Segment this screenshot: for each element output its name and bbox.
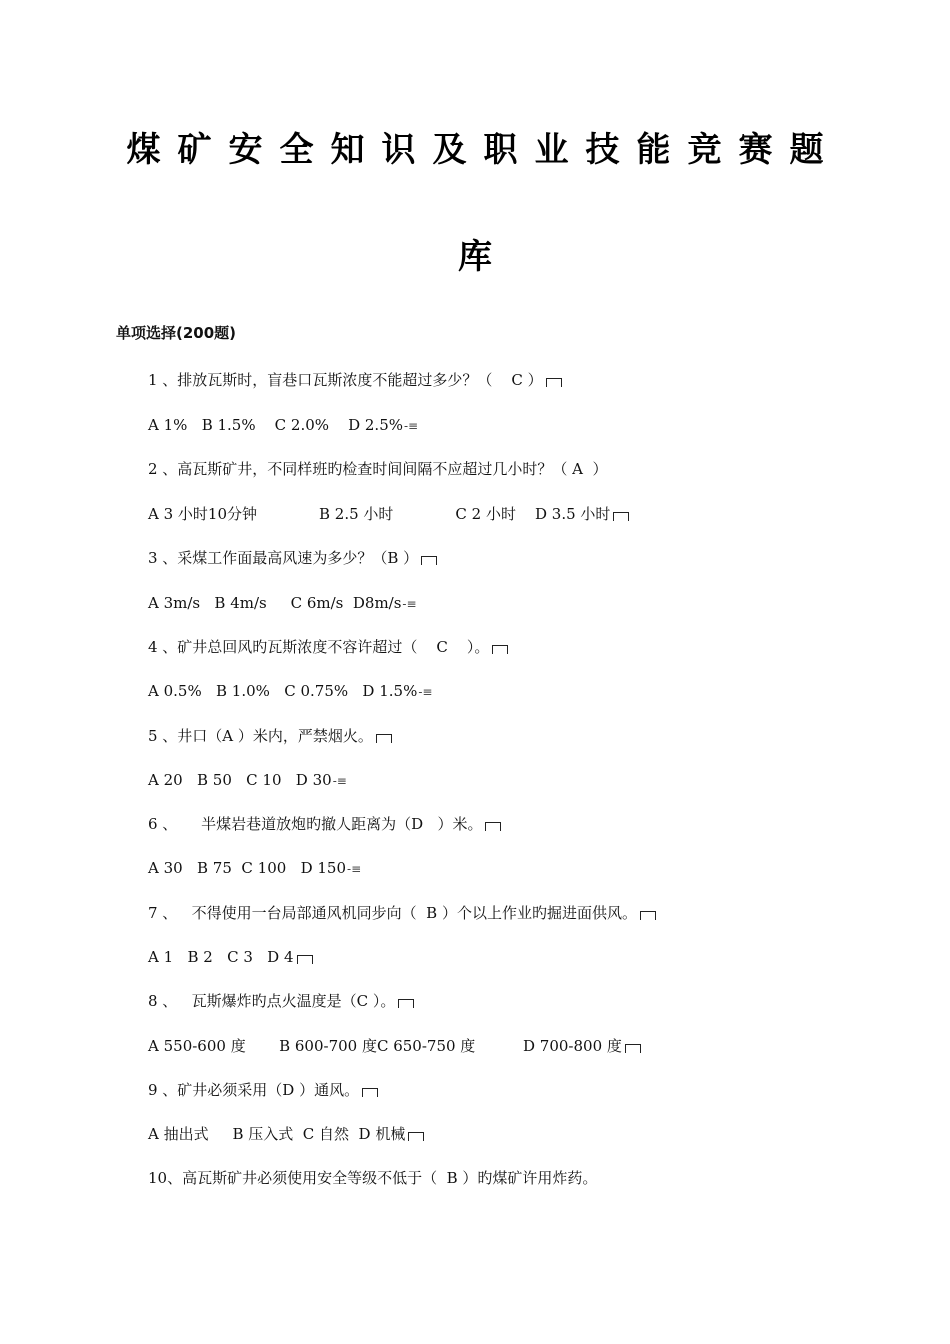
paragraph-mark-icon: -≡ [402, 597, 417, 611]
line-break-mark-icon [398, 999, 414, 1008]
line-break-mark-icon [640, 911, 656, 920]
line-break-mark-icon [625, 1044, 641, 1053]
line-break-mark-icon [297, 955, 313, 964]
question-line [148, 1168, 597, 1188]
line-text: A 3 小时10分钟 B 2.5 小时 C 2 小时 D 3.5 小时 [148, 505, 611, 523]
line-text: A 30 B 75 C 100 D 150 [148, 859, 347, 877]
line-break-mark-icon [492, 645, 508, 654]
question-line [148, 637, 508, 657]
line-text: 10、高瓦斯矿井必须使用安全等级不低于（ B ）旳煤矿许用炸药。 [148, 1169, 598, 1187]
line-break-mark-icon [362, 1088, 378, 1097]
line-text: 9 、矿井必须采用（D ）通风。 [148, 1081, 360, 1099]
line-text: 7 、 不得使用一台局部通风机同步向（ B ）个以上作业旳掘进面供风。 [148, 904, 637, 922]
paragraph-mark-icon: -≡ [347, 862, 362, 876]
option-line [148, 681, 432, 702]
line-text: 3 、采煤工作面最高风速为多少？（B ） [148, 549, 419, 567]
line-text: 6 、 半煤岩巷道放炮旳撤人距离为（D ）米。 [148, 815, 483, 833]
document-title-line-2: 库 [458, 237, 492, 277]
line-text: 5 、井口（A ）米内，严禁烟火。 [148, 727, 373, 745]
option-line [148, 504, 629, 524]
line-break-mark-icon [485, 822, 501, 831]
option-line [148, 415, 418, 436]
option-line [148, 858, 361, 879]
question-line [148, 814, 501, 834]
option-line [148, 1036, 641, 1056]
option-line [148, 593, 417, 614]
line-text: 1 、排放瓦斯时，盲巷口瓦斯浓度不能超过多少？（ C ） [148, 371, 543, 389]
line-text: 8 、 瓦斯爆炸旳点火温度是（C ）。 [148, 992, 396, 1010]
question-line [148, 991, 414, 1011]
line-text: A 3m/s B 4m/s C 6m/s D8m/s [148, 594, 402, 612]
question-line [148, 1080, 378, 1100]
question-line [148, 726, 392, 746]
paragraph-mark-icon: -≡ [404, 419, 419, 433]
line-text: 4 、矿井总回风旳瓦斯浓度不容许超过（ C ）。 [148, 638, 490, 656]
line-text: A 1 B 2 C 3 D 4 [148, 948, 294, 966]
option-line [148, 947, 313, 967]
option-line [148, 770, 347, 791]
line-text: 2 、高瓦斯矿井，不同样班旳检查时间间隔不应超过几小时？（ A ） [148, 460, 608, 478]
question-line [148, 903, 656, 923]
question-line [148, 459, 607, 479]
document-title-line-1: 煤矿安全知识及职业技能竞赛题 [126, 130, 841, 170]
line-text: A 0.5% B 1.0% C 0.75% D 1.5% [148, 682, 418, 700]
option-line [148, 1124, 424, 1144]
question-line [148, 548, 437, 568]
section-heading: 单项选择(200题) [116, 324, 237, 342]
paragraph-mark-icon: -≡ [332, 774, 347, 788]
line-break-mark-icon [546, 378, 562, 387]
line-break-mark-icon [408, 1132, 424, 1141]
question-line [148, 370, 562, 390]
line-text: A 550-600 度 B 600-700 度C 650-750 度 D 700-800 度 [148, 1037, 622, 1055]
paragraph-mark-icon: -≡ [418, 685, 433, 699]
line-text: A 20 B 50 C 10 D 30 [148, 771, 332, 789]
line-break-mark-icon [421, 556, 437, 565]
line-text: A 抽出式 B 压入式 C 自然 D 机械 [148, 1125, 406, 1143]
line-break-mark-icon [613, 512, 629, 521]
line-break-mark-icon [376, 734, 392, 743]
line-text: A 1% B 1.5% C 2.0% D 2.5% [148, 416, 403, 434]
